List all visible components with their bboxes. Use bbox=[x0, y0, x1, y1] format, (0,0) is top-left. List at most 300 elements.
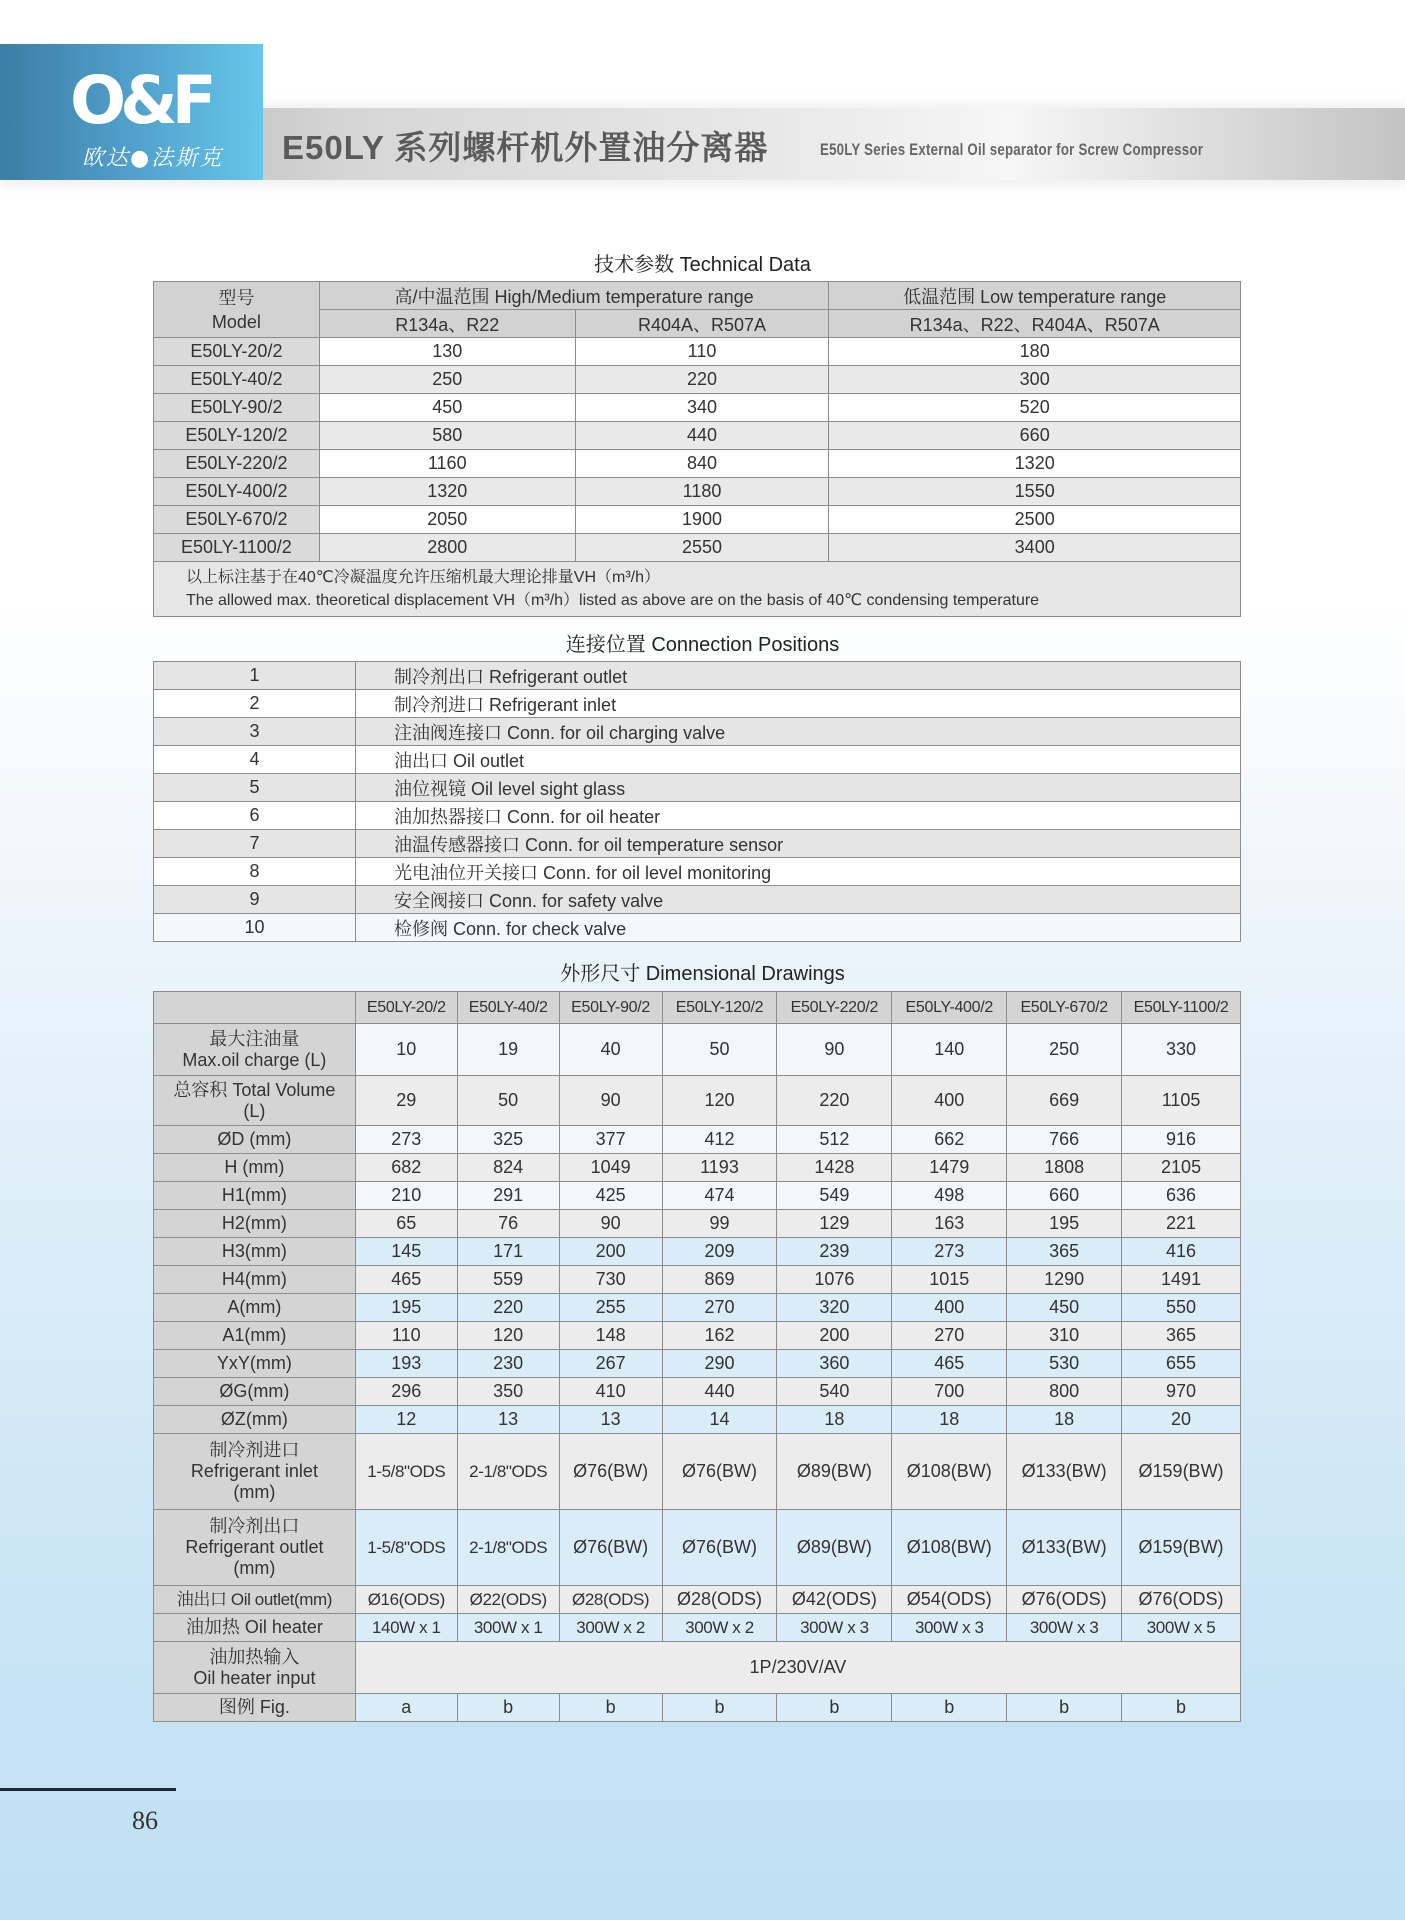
value-cell: 1015 bbox=[892, 1266, 1007, 1294]
table-row bbox=[154, 366, 1241, 394]
value-cell: 250 bbox=[1007, 1024, 1122, 1076]
low-all-header: R134a、R22、R404A、R507A bbox=[829, 310, 1241, 338]
value-cell: 400 bbox=[892, 1294, 1007, 1322]
value-cell: Ø159(BW) bbox=[1122, 1434, 1241, 1510]
value-cell: 2-1/8"ODS bbox=[457, 1510, 559, 1586]
position-description: 制冷剂出口 Refrigerant outlet bbox=[356, 662, 1241, 690]
position-description: 油出口 Oil outlet bbox=[356, 746, 1241, 774]
value-cell: 425 bbox=[559, 1182, 662, 1210]
value-cell: 300 bbox=[829, 366, 1241, 394]
position-description: 制冷剂进口 Refrigerant inlet bbox=[356, 690, 1241, 718]
value-cell: 90 bbox=[559, 1210, 662, 1238]
value-cell: b bbox=[1007, 1694, 1122, 1722]
value-cell: 1160 bbox=[319, 450, 575, 478]
table-row bbox=[154, 746, 1241, 774]
value-cell: 474 bbox=[662, 1182, 777, 1210]
value-cell: 550 bbox=[1122, 1294, 1241, 1322]
position-description: 油加热器接口 Conn. for oil heater bbox=[356, 802, 1241, 830]
value-cell: 291 bbox=[457, 1182, 559, 1210]
position-number: 9 bbox=[154, 886, 356, 914]
value-cell: 498 bbox=[892, 1182, 1007, 1210]
model-cell: E50LY-1100/2 bbox=[154, 534, 320, 562]
value-cell: 221 bbox=[1122, 1210, 1241, 1238]
value-cell: 40 bbox=[559, 1024, 662, 1076]
value-cell: 300W x 3 bbox=[892, 1614, 1007, 1642]
value-cell: 1076 bbox=[777, 1266, 892, 1294]
value-cell: 296 bbox=[355, 1378, 457, 1406]
table-row bbox=[154, 858, 1241, 886]
position-number: 8 bbox=[154, 858, 356, 886]
model-header: E50LY-400/2 bbox=[892, 992, 1007, 1024]
value-cell: 145 bbox=[355, 1238, 457, 1266]
table-row-a bbox=[154, 1294, 1241, 1322]
value-cell: 1320 bbox=[319, 478, 575, 506]
value-cell: 220 bbox=[575, 366, 829, 394]
value-cell: 669 bbox=[1007, 1076, 1122, 1126]
value-cell: 50 bbox=[662, 1024, 777, 1076]
row-label-unit: (mm) bbox=[233, 1558, 276, 1578]
row-label: H2(mm) bbox=[154, 1210, 356, 1238]
technical-data-table bbox=[153, 281, 1241, 617]
value-cell: 1290 bbox=[1007, 1266, 1122, 1294]
value-cell: Ø28(ODS) bbox=[662, 1586, 777, 1614]
value-cell: 410 bbox=[559, 1378, 662, 1406]
table-row-total-volume bbox=[154, 1076, 1241, 1126]
value-cell: Ø89(BW) bbox=[777, 1434, 892, 1510]
value-cell: 230 bbox=[457, 1350, 559, 1378]
table-row-fig bbox=[154, 1694, 1241, 1722]
value-cell: 2105 bbox=[1122, 1154, 1241, 1182]
high-temp-group-header: 高/中温范围 High/Medium temperature range bbox=[319, 282, 829, 310]
value-cell: 869 bbox=[662, 1266, 777, 1294]
value-cell: 1P/230V/AV bbox=[355, 1642, 1240, 1694]
value-cell: 450 bbox=[1007, 1294, 1122, 1322]
table-row bbox=[154, 914, 1241, 942]
value-cell: 350 bbox=[457, 1378, 559, 1406]
value-cell: 1900 bbox=[575, 506, 829, 534]
row-label: H4(mm) bbox=[154, 1266, 356, 1294]
value-cell: 365 bbox=[1007, 1238, 1122, 1266]
value-cell: 29 bbox=[355, 1076, 457, 1126]
value-cell: 140W x 1 bbox=[355, 1614, 457, 1642]
model-header: E50LY-670/2 bbox=[1007, 992, 1122, 1024]
value-cell: Ø22(ODS) bbox=[457, 1586, 559, 1614]
value-cell: Ø76(BW) bbox=[559, 1510, 662, 1586]
row-label: 油加热 Oil heater bbox=[154, 1614, 356, 1642]
value-cell: 300W x 1 bbox=[457, 1614, 559, 1642]
table-row bbox=[154, 718, 1241, 746]
row-label bbox=[154, 1434, 356, 1510]
value-cell: Ø42(ODS) bbox=[777, 1586, 892, 1614]
page-header bbox=[0, 0, 1405, 200]
table-row bbox=[154, 450, 1241, 478]
model-header: E50LY-40/2 bbox=[457, 992, 559, 1024]
footnote-row bbox=[154, 562, 1241, 617]
value-cell: 2800 bbox=[319, 534, 575, 562]
model-cell: E50LY-670/2 bbox=[154, 506, 320, 534]
value-cell: 239 bbox=[777, 1238, 892, 1266]
value-cell: 330 bbox=[1122, 1024, 1241, 1076]
value-cell: Ø76(BW) bbox=[559, 1434, 662, 1510]
value-cell: 730 bbox=[559, 1266, 662, 1294]
row-label: 油出口 Oil outlet(mm) bbox=[154, 1586, 356, 1614]
value-cell: 2500 bbox=[829, 506, 1241, 534]
value-cell: 195 bbox=[355, 1294, 457, 1322]
table-row bbox=[154, 662, 1241, 690]
low-temp-group-header: 低温范围 Low temperature range bbox=[829, 282, 1241, 310]
value-cell: 916 bbox=[1122, 1126, 1241, 1154]
table-row bbox=[154, 774, 1241, 802]
table-row-h4 bbox=[154, 1266, 1241, 1294]
table-row bbox=[154, 830, 1241, 858]
table-row-a1 bbox=[154, 1322, 1241, 1350]
value-cell: 180 bbox=[829, 338, 1241, 366]
value-cell: 660 bbox=[1007, 1182, 1122, 1210]
value-cell: 300W x 3 bbox=[777, 1614, 892, 1642]
value-cell: Ø159(BW) bbox=[1122, 1510, 1241, 1586]
value-cell: 13 bbox=[457, 1406, 559, 1434]
value-cell: 171 bbox=[457, 1238, 559, 1266]
brand-logo bbox=[0, 44, 263, 180]
value-cell: 416 bbox=[1122, 1238, 1241, 1266]
value-cell: 465 bbox=[355, 1266, 457, 1294]
position-number: 7 bbox=[154, 830, 356, 858]
value-cell: 1808 bbox=[1007, 1154, 1122, 1182]
value-cell: 14 bbox=[662, 1406, 777, 1434]
model-header: E50LY-20/2 bbox=[355, 992, 457, 1024]
value-cell: 120 bbox=[457, 1322, 559, 1350]
table-row-refrigerant-inlet bbox=[154, 1434, 1241, 1510]
table-row bbox=[154, 478, 1241, 506]
value-cell: 824 bbox=[457, 1154, 559, 1182]
value-cell: 129 bbox=[777, 1210, 892, 1238]
technical-data-title: 技术参数 Technical Data bbox=[594, 254, 811, 276]
position-number: 10 bbox=[154, 914, 356, 942]
value-cell: Ø108(BW) bbox=[892, 1510, 1007, 1586]
value-cell: 90 bbox=[559, 1076, 662, 1126]
table-row-g bbox=[154, 1378, 1241, 1406]
row-label-cn: 最大注油量 bbox=[209, 1028, 300, 1049]
value-cell: 3400 bbox=[829, 534, 1241, 562]
position-description: 安全阀接口 Conn. for safety valve bbox=[356, 886, 1241, 914]
value-cell: b bbox=[1122, 1694, 1241, 1722]
value-cell: 377 bbox=[559, 1126, 662, 1154]
value-cell: 325 bbox=[457, 1126, 559, 1154]
value-cell: 76 bbox=[457, 1210, 559, 1238]
value-cell: a bbox=[355, 1694, 457, 1722]
value-cell: 267 bbox=[559, 1350, 662, 1378]
position-number: 5 bbox=[154, 774, 356, 802]
value-cell: 365 bbox=[1122, 1322, 1241, 1350]
value-cell: 18 bbox=[1007, 1406, 1122, 1434]
value-cell: 1491 bbox=[1122, 1266, 1241, 1294]
table-row-oil-outlet bbox=[154, 1586, 1241, 1614]
table-row bbox=[154, 534, 1241, 562]
position-number: 4 bbox=[154, 746, 356, 774]
position-description: 注油阀连接口 Conn. for oil charging valve bbox=[356, 718, 1241, 746]
table-row bbox=[154, 506, 1241, 534]
row-label-en: Refrigerant outlet bbox=[185, 1537, 324, 1557]
value-cell: Ø89(BW) bbox=[777, 1510, 892, 1586]
value-cell: Ø16(ODS) bbox=[355, 1586, 457, 1614]
value-cell: 148 bbox=[559, 1322, 662, 1350]
row-label: H3(mm) bbox=[154, 1238, 356, 1266]
value-cell: 270 bbox=[662, 1294, 777, 1322]
value-cell: 270 bbox=[892, 1322, 1007, 1350]
table-row bbox=[154, 394, 1241, 422]
value-cell: 320 bbox=[777, 1294, 892, 1322]
value-cell: 766 bbox=[1007, 1126, 1122, 1154]
value-cell: 636 bbox=[1122, 1182, 1241, 1210]
model-header: E50LY-220/2 bbox=[777, 992, 892, 1024]
value-cell: 559 bbox=[457, 1266, 559, 1294]
logo-mark: O&F bbox=[70, 62, 211, 139]
position-description: 油位视镜 Oil level sight glass bbox=[356, 774, 1241, 802]
value-cell: 250 bbox=[319, 366, 575, 394]
value-cell: 840 bbox=[575, 450, 829, 478]
value-cell: b bbox=[457, 1694, 559, 1722]
table-row-h bbox=[154, 1154, 1241, 1182]
value-cell: 120 bbox=[662, 1076, 777, 1126]
value-cell: b bbox=[892, 1694, 1007, 1722]
value-cell: Ø133(BW) bbox=[1007, 1434, 1122, 1510]
value-cell: 300W x 5 bbox=[1122, 1614, 1241, 1642]
model-header: E50LY-1100/2 bbox=[1122, 992, 1241, 1024]
value-cell: 1-5/8"ODS bbox=[355, 1434, 457, 1510]
value-cell: 662 bbox=[892, 1126, 1007, 1154]
footnote bbox=[154, 562, 1241, 617]
value-cell: 162 bbox=[662, 1322, 777, 1350]
value-cell: 200 bbox=[777, 1322, 892, 1350]
value-cell: 20 bbox=[1122, 1406, 1241, 1434]
row-label-cn: 油加热输入 bbox=[209, 1646, 300, 1667]
value-cell: 1049 bbox=[559, 1154, 662, 1182]
row-label-cn: 制冷剂进口 bbox=[209, 1440, 300, 1460]
table-row-oil-heater bbox=[154, 1614, 1241, 1642]
value-cell: 220 bbox=[777, 1076, 892, 1126]
row-label: ØG(mm) bbox=[154, 1378, 356, 1406]
table-row-heater-input bbox=[154, 1642, 1241, 1694]
model-header: E50LY-120/2 bbox=[662, 992, 777, 1024]
table-row bbox=[154, 802, 1241, 830]
value-cell: 220 bbox=[457, 1294, 559, 1322]
value-cell: 310 bbox=[1007, 1322, 1122, 1350]
model-cell: E50LY-120/2 bbox=[154, 422, 320, 450]
row-label-en: (L) bbox=[243, 1100, 266, 1121]
model-cell: E50LY-220/2 bbox=[154, 450, 320, 478]
value-cell: 1479 bbox=[892, 1154, 1007, 1182]
value-cell: 140 bbox=[892, 1024, 1007, 1076]
value-cell: b bbox=[777, 1694, 892, 1722]
table-row-h3 bbox=[154, 1238, 1241, 1266]
value-cell: 18 bbox=[892, 1406, 1007, 1434]
value-cell: 273 bbox=[892, 1238, 1007, 1266]
dimensional-drawings-title: 外形尺寸 Dimensional Drawings bbox=[560, 963, 845, 985]
value-cell: 1105 bbox=[1122, 1076, 1241, 1126]
value-cell: 300W x 3 bbox=[1007, 1614, 1122, 1642]
value-cell: 163 bbox=[892, 1210, 1007, 1238]
value-cell: Ø108(BW) bbox=[892, 1434, 1007, 1510]
position-number: 3 bbox=[154, 718, 356, 746]
table-row bbox=[154, 690, 1241, 718]
model-header-row bbox=[154, 992, 1241, 1024]
row-label: A1(mm) bbox=[154, 1322, 356, 1350]
value-cell: Ø76(BW) bbox=[662, 1434, 777, 1510]
value-cell: 440 bbox=[575, 422, 829, 450]
position-description: 检修阀 Conn. for check valve bbox=[356, 914, 1241, 942]
value-cell: 400 bbox=[892, 1076, 1007, 1126]
logo-chinese-name: 欧达●法斯克 bbox=[82, 146, 224, 171]
position-number: 1 bbox=[154, 662, 356, 690]
value-cell: 970 bbox=[1122, 1378, 1241, 1406]
value-cell: 110 bbox=[575, 338, 829, 366]
value-cell: 1193 bbox=[662, 1154, 777, 1182]
table-row-max-oil bbox=[154, 1024, 1241, 1076]
value-cell: 520 bbox=[829, 394, 1241, 422]
row-label: 图例 Fig. bbox=[154, 1694, 356, 1722]
position-number: 6 bbox=[154, 802, 356, 830]
value-cell: 450 bbox=[319, 394, 575, 422]
footnote-en: The allowed max. theoretical displacement VH（m³/h）listed as above are on the basis of 40℃ condensing temperature bbox=[186, 592, 1040, 609]
model-cell: E50LY-40/2 bbox=[154, 366, 320, 394]
model-header-en: Model bbox=[211, 311, 261, 332]
row-label bbox=[154, 1510, 356, 1586]
value-cell: 530 bbox=[1007, 1350, 1122, 1378]
value-cell: 90 bbox=[777, 1024, 892, 1076]
table-row-z bbox=[154, 1406, 1241, 1434]
page-number: 86 bbox=[132, 1806, 158, 1835]
value-cell: 19 bbox=[457, 1024, 559, 1076]
value-cell: 1550 bbox=[829, 478, 1241, 506]
value-cell: 209 bbox=[662, 1238, 777, 1266]
table-row bbox=[154, 886, 1241, 914]
high-r404a-r507a-header: R404A、R507A bbox=[575, 310, 829, 338]
row-label bbox=[154, 1076, 356, 1126]
value-cell: 200 bbox=[559, 1238, 662, 1266]
model-header: E50LY-90/2 bbox=[559, 992, 662, 1024]
value-cell: 10 bbox=[355, 1024, 457, 1076]
model-header-cn: 型号 bbox=[218, 287, 255, 308]
row-label bbox=[154, 1024, 356, 1076]
table-row-h2 bbox=[154, 1210, 1241, 1238]
value-cell: Ø133(BW) bbox=[1007, 1510, 1122, 1586]
footer-rule bbox=[0, 1788, 176, 1791]
page-title-cn: E50LY 系列螺杆机外置油分离器 bbox=[282, 129, 769, 166]
row-label: ØD (mm) bbox=[154, 1126, 356, 1154]
value-cell: 580 bbox=[319, 422, 575, 450]
row-label-en: Max.oil charge (L) bbox=[182, 1049, 327, 1070]
model-header bbox=[154, 282, 320, 338]
value-cell: 2-1/8"ODS bbox=[457, 1434, 559, 1510]
value-cell: 682 bbox=[355, 1154, 457, 1182]
position-description: 光电油位开关接口 Conn. for oil level monitoring bbox=[356, 858, 1241, 886]
value-cell: 300W x 2 bbox=[662, 1614, 777, 1642]
table-row bbox=[154, 338, 1241, 366]
value-cell: 440 bbox=[662, 1378, 777, 1406]
value-cell: b bbox=[662, 1694, 777, 1722]
value-cell: Ø28(ODS) bbox=[559, 1586, 662, 1614]
row-label: H1(mm) bbox=[154, 1182, 356, 1210]
row-label-cn: 制冷剂出口 bbox=[209, 1516, 300, 1536]
value-cell: 273 bbox=[355, 1126, 457, 1154]
value-cell: 660 bbox=[829, 422, 1241, 450]
value-cell: 549 bbox=[777, 1182, 892, 1210]
value-cell: 700 bbox=[892, 1378, 1007, 1406]
value-cell: 99 bbox=[662, 1210, 777, 1238]
row-label: ØZ(mm) bbox=[154, 1406, 356, 1434]
row-label-cn: 总容积 Total Volume bbox=[173, 1079, 336, 1100]
dimensional-table bbox=[153, 991, 1241, 1722]
value-cell: 195 bbox=[1007, 1210, 1122, 1238]
value-cell: 465 bbox=[892, 1350, 1007, 1378]
value-cell: 193 bbox=[355, 1350, 457, 1378]
table-header-row bbox=[154, 282, 1241, 310]
table-row-d bbox=[154, 1126, 1241, 1154]
value-cell: 2550 bbox=[575, 534, 829, 562]
value-cell: 110 bbox=[355, 1322, 457, 1350]
value-cell: Ø54(ODS) bbox=[892, 1586, 1007, 1614]
value-cell: 1428 bbox=[777, 1154, 892, 1182]
table-row bbox=[154, 422, 1241, 450]
table-row-yxy bbox=[154, 1350, 1241, 1378]
row-label bbox=[154, 1642, 356, 1694]
value-cell: 13 bbox=[559, 1406, 662, 1434]
value-cell: 1-5/8"ODS bbox=[355, 1510, 457, 1586]
value-cell: 412 bbox=[662, 1126, 777, 1154]
table-row-h1 bbox=[154, 1182, 1241, 1210]
corner-cell bbox=[154, 992, 356, 1024]
value-cell: Ø76(BW) bbox=[662, 1510, 777, 1586]
row-label-en: Refrigerant inlet bbox=[190, 1461, 318, 1481]
value-cell: 512 bbox=[777, 1126, 892, 1154]
position-number: 2 bbox=[154, 690, 356, 718]
value-cell: 50 bbox=[457, 1076, 559, 1126]
value-cell: 800 bbox=[1007, 1378, 1122, 1406]
value-cell: 12 bbox=[355, 1406, 457, 1434]
value-cell: b bbox=[559, 1694, 662, 1722]
value-cell: 18 bbox=[777, 1406, 892, 1434]
value-cell: 210 bbox=[355, 1182, 457, 1210]
connection-positions-table bbox=[153, 661, 1241, 942]
value-cell: 130 bbox=[319, 338, 575, 366]
value-cell: 1180 bbox=[575, 478, 829, 506]
value-cell: 255 bbox=[559, 1294, 662, 1322]
value-cell: 300W x 2 bbox=[559, 1614, 662, 1642]
value-cell: 290 bbox=[662, 1350, 777, 1378]
value-cell: 1320 bbox=[829, 450, 1241, 478]
row-label: H (mm) bbox=[154, 1154, 356, 1182]
connection-positions-title: 连接位置 Connection Positions bbox=[565, 634, 840, 656]
model-cell: E50LY-400/2 bbox=[154, 478, 320, 506]
row-label: YxY(mm) bbox=[154, 1350, 356, 1378]
high-r134a-r22-header: R134a、R22 bbox=[319, 310, 575, 338]
value-cell: 360 bbox=[777, 1350, 892, 1378]
page-title-en: E50LY Series External Oil separator for Screw Compressor bbox=[820, 140, 1204, 159]
row-label-en: Oil heater input bbox=[193, 1667, 316, 1688]
row-label-unit: (mm) bbox=[233, 1482, 276, 1502]
position-description: 油温传感器接口 Conn. for oil temperature sensor bbox=[356, 830, 1241, 858]
value-cell: Ø76(ODS) bbox=[1007, 1586, 1122, 1614]
footnote-cn: 以上标注基于在40℃冷凝温度允许压缩机最大理论排量VH（m³/h） bbox=[186, 569, 660, 586]
value-cell: 655 bbox=[1122, 1350, 1241, 1378]
model-cell: E50LY-20/2 bbox=[154, 338, 320, 366]
value-cell: 540 bbox=[777, 1378, 892, 1406]
value-cell: Ø76(ODS) bbox=[1122, 1586, 1241, 1614]
model-cell: E50LY-90/2 bbox=[154, 394, 320, 422]
row-label: A(mm) bbox=[154, 1294, 356, 1322]
value-cell: 65 bbox=[355, 1210, 457, 1238]
value-cell: 2050 bbox=[319, 506, 575, 534]
